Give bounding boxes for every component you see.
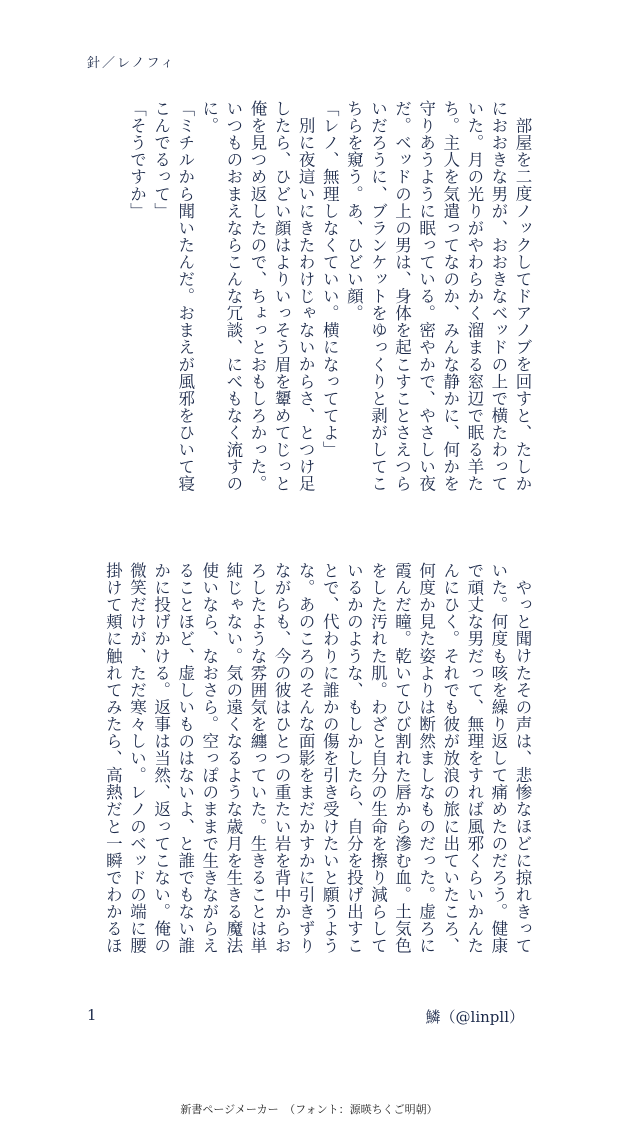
text-line: 掛けて頬に触れてみたら、高熱だと一瞬でわかるほ [103,562,123,955]
text-line: 霞んだ瞳。乾いてひび割れた唇から滲む血。土気色 [392,562,412,955]
text-line: 守りあうように眠っている。密やかで、やさしい夜 [416,100,436,493]
text-line: 「ミチルから聞いたんだ。おまえが風邪をひいて寝 [175,100,195,493]
text-line: に。 [199,100,219,135]
text-line: 何度か見た姿よりは断然ましなものだった。虚ろに [416,562,436,955]
text-line: いだろうに、ブランケットをゆっくりと剥がしてこ [368,100,388,493]
text-line: んにひく。それでも彼が放浪の旅に出ていたころ、 [440,562,460,955]
text-line: いた。月の光りがやわらかく溜まる窓辺で眠る羊た [464,100,484,493]
text-line: ろしたような雰囲気を纏っていた。生きることは単 [247,562,267,955]
text-line: いた。何度も咳を繰り返して痛めたのだろう。健康 [488,562,508,955]
text-line: 「そうですか」 [127,100,147,220]
lower-text-block [84,562,534,992]
text-line: とで、代わりに誰かの傷を引き受けたいと願うよう [320,562,340,955]
text-line: 別に夜這いにきたわけじゃないからさ、とつけ足 [296,116,316,492]
text-line: におおきな男が、おおきなベッドの上で横たわって [488,100,508,493]
text-line: な。あのころのそんな面影をまだかすかに引きずり [296,562,316,955]
text-line: こんでるって」 [151,100,171,220]
text-line: いるかのような、もしかしたら、自分を投げ出すこ [344,562,364,955]
text-line: ちらを窺う。あ、ひどい顔。 [344,100,364,322]
author-credit: 鱗（@linpll） [425,1008,524,1026]
text-line: ることほど、虚しいものはないよ、と誰でもない誰 [175,562,195,955]
text-line: やっと聞けたその声は、悲惨なほどに掠れきって [513,578,532,954]
text-line: 微笑だけが、ただ寒々しい。レノのベッドの端に腰 [127,562,147,955]
footer-credit: 新書ページメーカー （フォント：源暎ちくご明朝） [180,1103,438,1116]
text-line: 純じゃない。気の遠くなるような歳月を生きる魔法 [223,562,243,955]
text-line: をした汚れた肌。わざと自分の生命を擦り減らして [368,562,388,955]
text-line: だ。ベッドの上の男は、身体を起こすことさえつら [392,100,412,493]
text-line: 使いなら、なおさら。空っぽのままで生きながらえ [199,562,219,955]
text-line: したら、ひどい顔はよりいっそう眉を顰めてじっと [272,100,292,493]
text-line: 部屋を二度ノックしてドアノブを回すと、たしか [513,116,532,492]
upper-text-block [84,100,534,530]
page-title: 針／レノフィ [87,56,176,71]
text-line: いつものおまえならこんな冗談、にべもなく流すの [223,100,243,493]
text-line: ち。主人を気遣ってなのか、みんな静かに、何かを [440,100,460,493]
text-line: かに投げかける。返事は当然、返ってこない。俺の [151,562,171,955]
text-line: で頑丈な男だって、無理をすれば風邪くらいかんた [464,562,484,955]
text-line: ながらも、今の彼はひとつの重たい岩を背中からお [272,562,292,955]
text-line: 「レノ、無理しなくていい。横になっててよ」 [320,100,340,459]
text-line: 俺を見つめ返したので、ちょっとおもしろかった。 [247,100,267,493]
page-number: 1 [87,1006,97,1024]
